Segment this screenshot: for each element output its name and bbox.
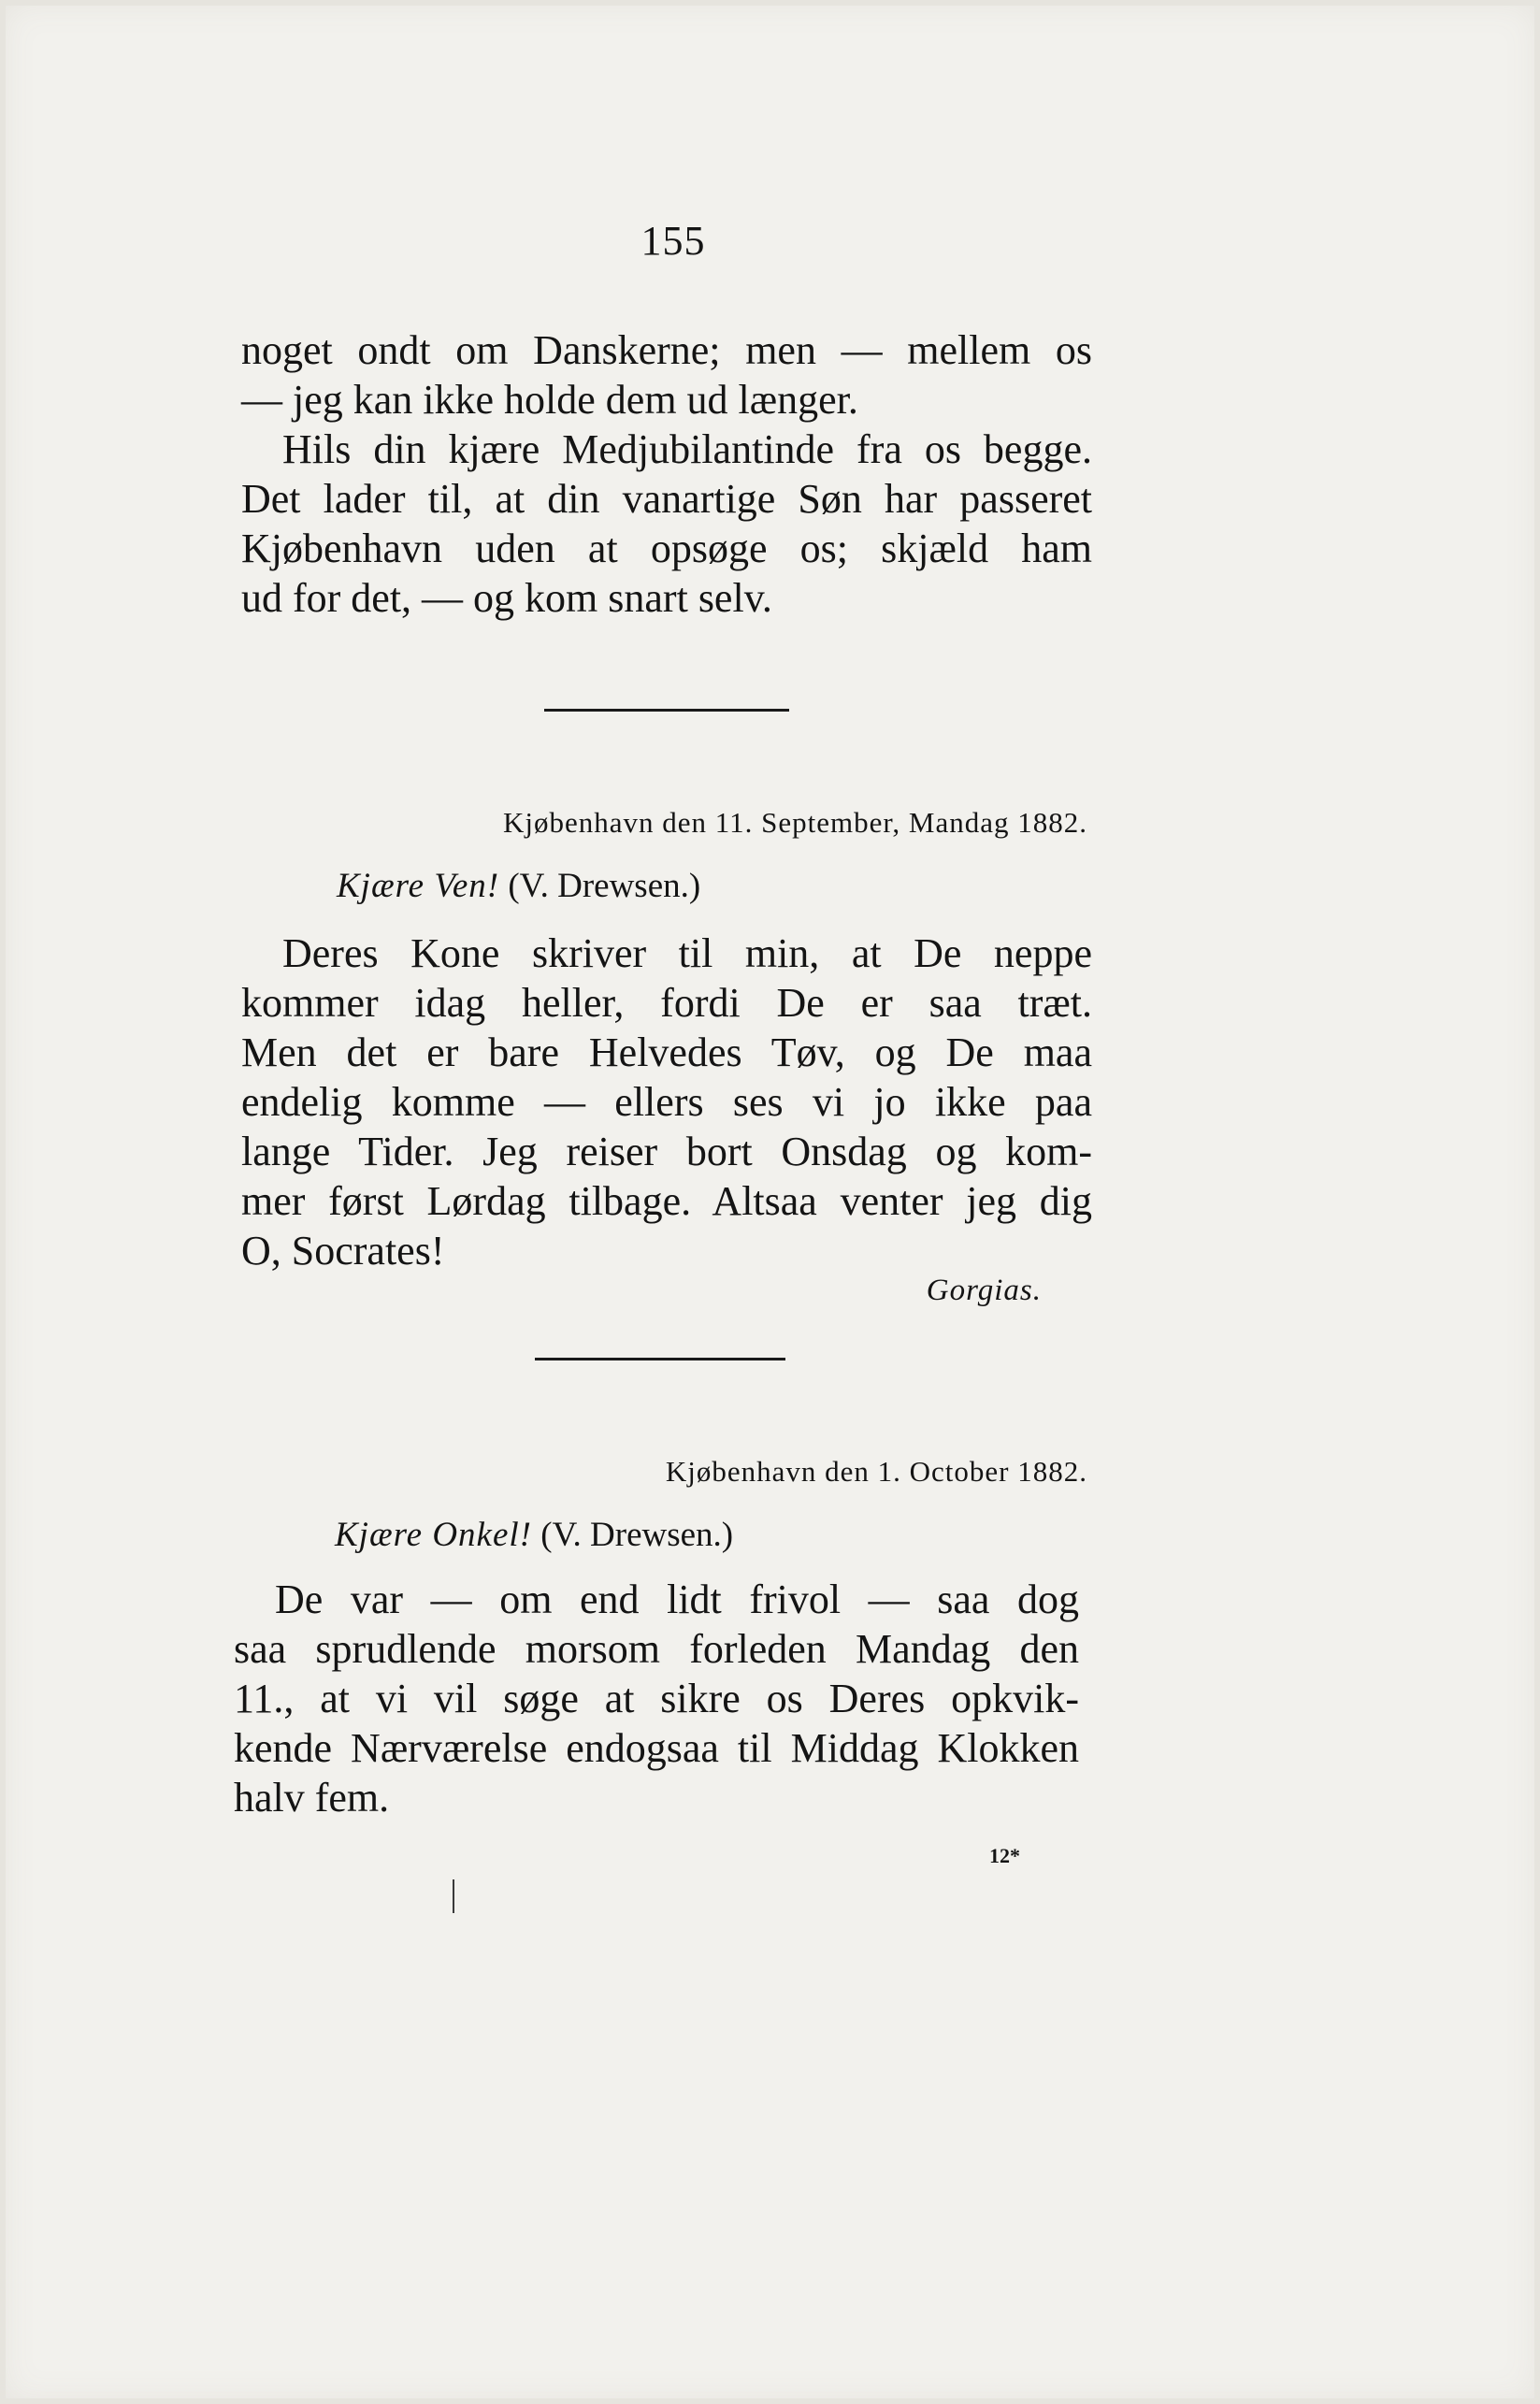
letter2-body (234, 1575, 1079, 1822)
text-line: — jeg kan ikke holde dem ud længer. (241, 377, 858, 423)
text-line: De var — om end lidt frivol — saa dog (275, 1576, 1079, 1622)
letter2-recipient: (V. Drewsen.) (540, 1516, 734, 1554)
letter2-salutation (335, 1515, 733, 1555)
text-line: endelig komme — ellers ses vi jo ikke paa (241, 1079, 1092, 1125)
letter1-dateline: Kjøbenhavn den 11. September, Mandag 1882. (502, 806, 1087, 839)
text-line: kende Nærværelse endogsaa til Middag Klokken (234, 1725, 1079, 1771)
section-divider (544, 709, 789, 712)
text-line: 11., at vi vil søge at sikre os Deres opkvik- (234, 1676, 1079, 1721)
letter1-signature: Gorgias. (926, 1274, 1042, 1307)
letter1-salutation (337, 866, 700, 906)
text-line: lange Tider. Jeg reiser bort Onsdag og kom- (241, 1129, 1092, 1174)
text-line: mer først Lørdag tilbage. Altsaa venter jeg dig (241, 1178, 1092, 1224)
text-line: O, Socrates! (241, 1228, 445, 1274)
sheet-signature-mark: 12* (989, 1844, 1020, 1867)
text-line: kommer idag heller, fordi De er saa træt. (241, 980, 1092, 1026)
text-line: Kjøbenhavn uden at opsøge os; skjæld ham (241, 525, 1092, 571)
letter1-recipient: (V. Drewsen.) (508, 867, 701, 905)
page-number: 155 (640, 218, 706, 264)
text-line: Deres Kone skriver til min, at De neppe (282, 930, 1092, 976)
text-line: noget ondt om Danskerne; men — mellem os (241, 327, 1092, 373)
letter1-body (241, 928, 1092, 1275)
text-line: Men det er bare Helvedes Tøv, og De maa (241, 1029, 1092, 1075)
text-line: saa sprudlende morsom forleden Mandag den (234, 1626, 1079, 1672)
letter1-greeting: Kjære Ven! (337, 867, 500, 905)
text-line: Hils din kjære Medjubilantinde fra os begge. (282, 426, 1092, 472)
letter2-greeting: Kjære Onkel! (335, 1516, 533, 1554)
text-line: halv fem. (234, 1775, 390, 1821)
section-divider (535, 1358, 785, 1360)
letter2-dateline: Kjøbenhavn den 1. October 1882. (665, 1455, 1087, 1488)
continuation-paragraph (241, 325, 1092, 623)
text-line: ud for det, — og kom snart selv. (241, 575, 772, 621)
margin-tick-mark (453, 1879, 454, 1913)
text-line: Det lader til, at din vanartige Søn har passeret (241, 476, 1092, 522)
